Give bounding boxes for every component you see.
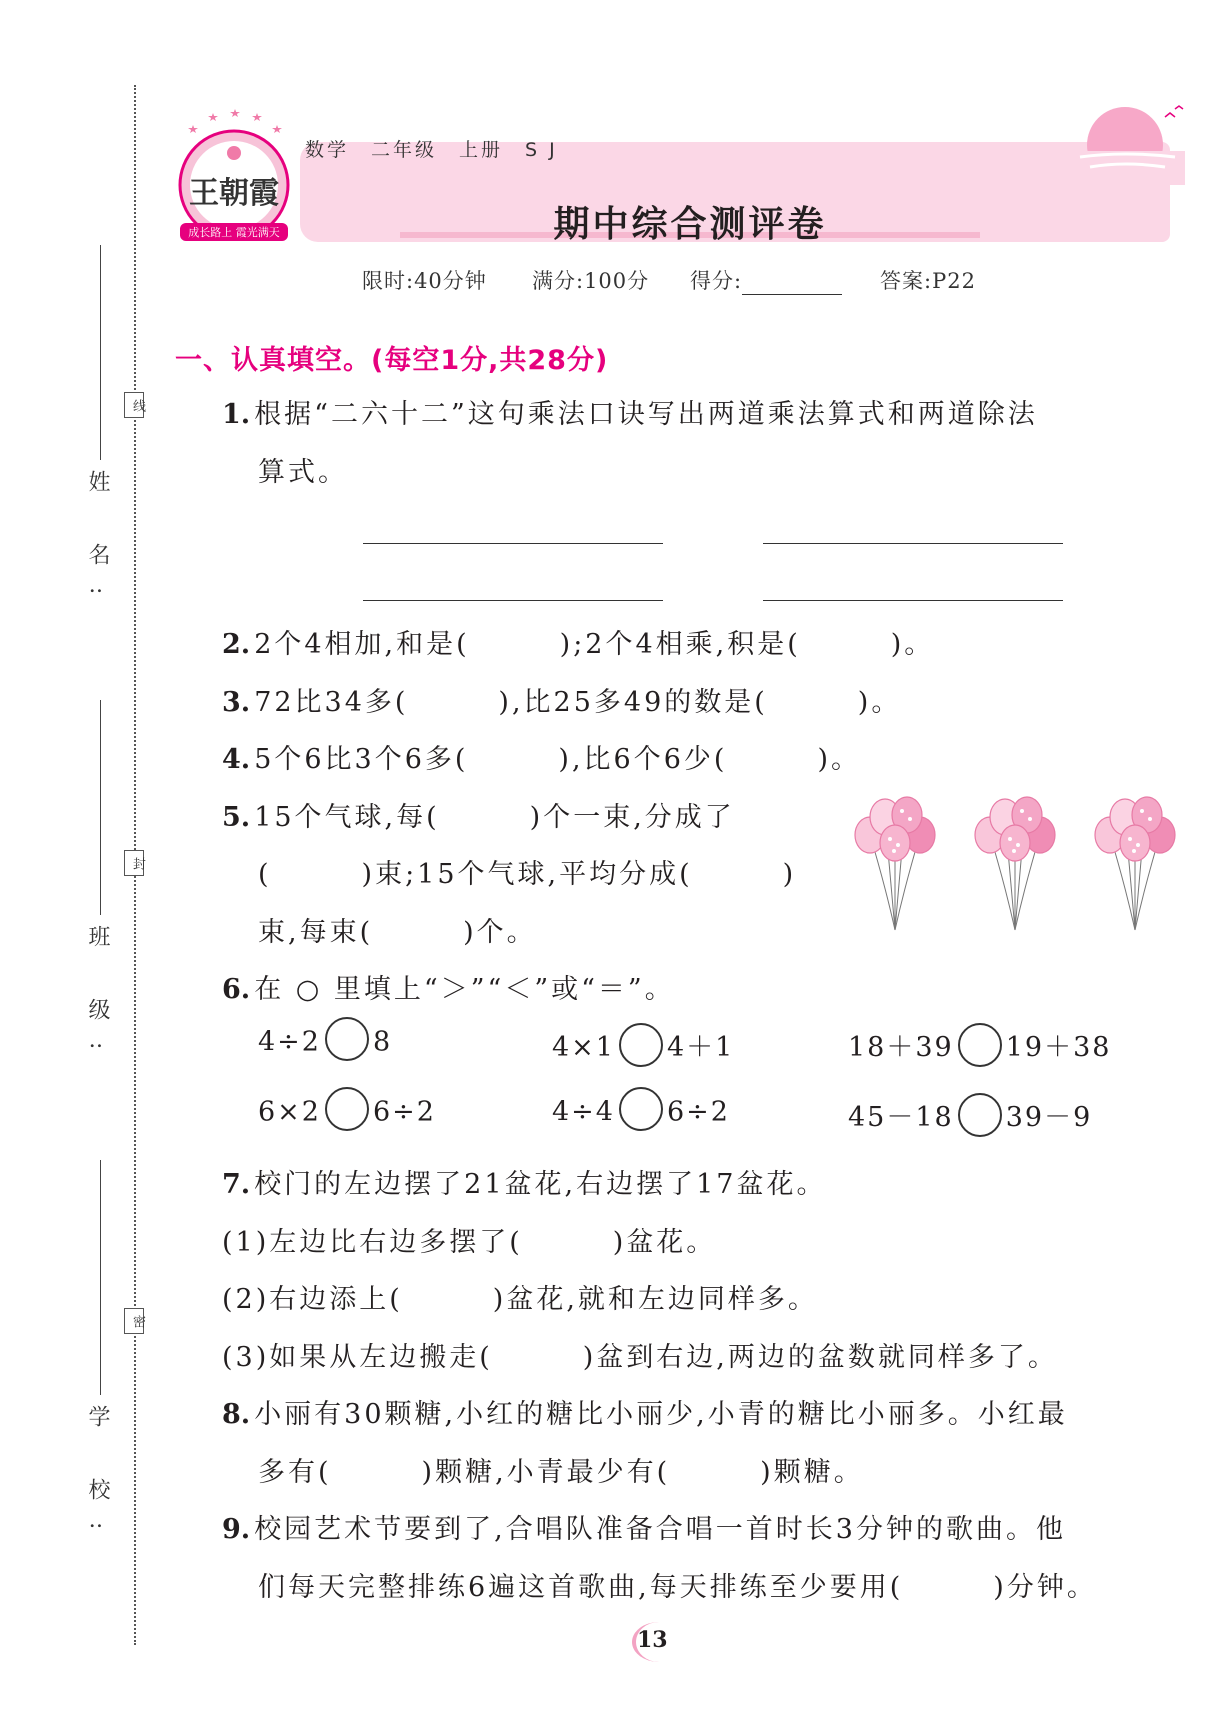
- question-7-sub-2: (2)右边添上( )盆花,就和左边同样多。: [222, 1284, 818, 1315]
- balloon-bunch: [975, 797, 1055, 930]
- comparison-right: 19＋38: [1005, 1032, 1112, 1063]
- sun-decoration: [1075, 95, 1195, 185]
- binding-mark-secret: 密: [124, 1308, 144, 1334]
- question-6: [222, 967, 675, 1006]
- answer-line: [763, 543, 1063, 544]
- name-label: 姓 名:: [85, 470, 110, 617]
- question-7-sub-3: (3)如果从左边搬走( )盆到右边,两边的盆数就同样多了。: [222, 1342, 1058, 1373]
- time-limit: 限时:40分钟: [362, 269, 487, 293]
- comparison-item: [552, 1025, 734, 1067]
- brand-logo: [172, 105, 297, 245]
- comparison-item: [258, 1095, 436, 1131]
- comparison-item: [848, 1095, 1092, 1137]
- question-1-continued: 算式。: [258, 457, 348, 488]
- school-label: 学 校:: [85, 1405, 110, 1552]
- question-9-text: 校园艺术节要到了,合唱队准备合唱一首时长3分钟的歌曲。他: [254, 1514, 1066, 1545]
- question-4-text: 5个6比3个6多( ),比6个6少( )。: [254, 744, 861, 775]
- compare-circle[interactable]: [325, 1087, 369, 1131]
- question-number: 3.: [222, 687, 251, 718]
- question-number: 7.: [222, 1169, 251, 1200]
- question-4: [222, 737, 861, 776]
- comparison-left: 6×2: [258, 1096, 321, 1128]
- question-9-continued: 们每天完整排练6遍这首歌曲,每天排练至少要用( )分钟。: [258, 1572, 1097, 1603]
- score-field: [690, 265, 842, 295]
- school-write-line: [100, 1160, 101, 1395]
- score-label: 得分:: [690, 269, 743, 293]
- question-number: 2.: [222, 629, 251, 660]
- score-blank: [742, 274, 842, 295]
- answer-line: [363, 600, 663, 601]
- answer-reference: 答案:P22: [880, 269, 976, 293]
- question-number: 9.: [222, 1514, 251, 1545]
- question-7-text: 校门的左边摆了21盆花,右边摆了17盆花。: [254, 1169, 827, 1200]
- svg-text:王朝霞: 王朝霞: [189, 176, 279, 211]
- question-6-instruction: 在 ○ 里填上“＞”“＜”或“＝”。: [254, 974, 675, 1005]
- compare-circle[interactable]: [958, 1023, 1002, 1067]
- question-2: [222, 622, 934, 661]
- answer-line: [763, 600, 1063, 601]
- compare-circle[interactable]: [958, 1093, 1002, 1137]
- question-8: [222, 1392, 1068, 1431]
- section-heading: 一、认真填空。(每空1分,共28分): [175, 345, 609, 376]
- question-number: 5.: [222, 802, 251, 833]
- binding-mark-line: 线: [124, 392, 144, 418]
- question-number: 1.: [222, 399, 251, 430]
- name-write-line: [100, 245, 101, 460]
- question-number: 4.: [222, 744, 251, 775]
- question-5: [222, 795, 735, 834]
- binding-mark-seal: 封: [124, 850, 144, 876]
- comparison-left: 4×1: [552, 1032, 615, 1063]
- comparison-right: 4＋1: [666, 1032, 735, 1063]
- question-5-text: 15个气球,每( )个一束,分成了: [254, 802, 735, 833]
- subject-grade-label: 数学 二年级 上册 S J: [305, 139, 558, 161]
- full-score: 满分:100分: [532, 269, 650, 293]
- question-9: [222, 1507, 1066, 1546]
- page-number: 13: [637, 1627, 668, 1653]
- question-2-text: 2个4相加,和是( );2个4相乘,积是( )。: [254, 629, 935, 660]
- compare-circle[interactable]: [325, 1017, 369, 1061]
- question-1-text: 根据“二六十二”这句乘法口诀写出两道乘法算式和两道除法: [254, 399, 1038, 430]
- question-8-continued: 多有( )颗糖,小青最少有( )颗糖。: [258, 1457, 864, 1488]
- svg-text:成长路上 霞光满天: 成长路上 霞光满天: [188, 226, 280, 239]
- balloons-illustration: [845, 790, 1180, 940]
- question-number: 8.: [222, 1399, 251, 1430]
- comparison-right: 39－9: [1005, 1102, 1093, 1133]
- balloon-bunch: [855, 797, 935, 930]
- comparison-right: 6÷2: [372, 1096, 436, 1128]
- class-label: 班 级:: [85, 925, 110, 1072]
- compare-circle[interactable]: [619, 1087, 663, 1131]
- comparison-item: [848, 1025, 1111, 1067]
- comparison-right: 6÷2: [666, 1096, 730, 1128]
- comparison-left: 4÷2: [258, 1026, 321, 1058]
- question-7-sub-1: (1)左边比右边多摆了( )盆花。: [222, 1227, 717, 1258]
- question-number: 6.: [222, 974, 251, 1005]
- comparison-left: 45－18: [848, 1102, 954, 1133]
- question-5-line-2: ( )束;15个气球,平均分成( ): [258, 859, 797, 890]
- comparison-item: [258, 1025, 392, 1061]
- answer-line: [363, 543, 663, 544]
- balloon-bunch: [1095, 797, 1175, 930]
- comparison-right: 8: [372, 1026, 393, 1058]
- comparison-left: 18＋39: [848, 1032, 954, 1063]
- question-3-text: 72比34多( ),比25多49的数是( )。: [254, 687, 902, 718]
- comparison-left: 4÷4: [552, 1096, 615, 1128]
- compare-circle[interactable]: [619, 1023, 663, 1067]
- question-5-line-3: 束,每束( )个。: [258, 917, 537, 948]
- page-title: 期中综合测评卷: [553, 204, 827, 245]
- comparison-item: [552, 1095, 730, 1131]
- question-8-text: 小丽有30颗糖,小红的糖比小丽少,小青的糖比小丽多。小红最: [254, 1399, 1068, 1430]
- question-7: [222, 1162, 826, 1201]
- class-write-line: [100, 700, 101, 915]
- question-1: [222, 392, 1038, 431]
- question-3: [222, 680, 901, 719]
